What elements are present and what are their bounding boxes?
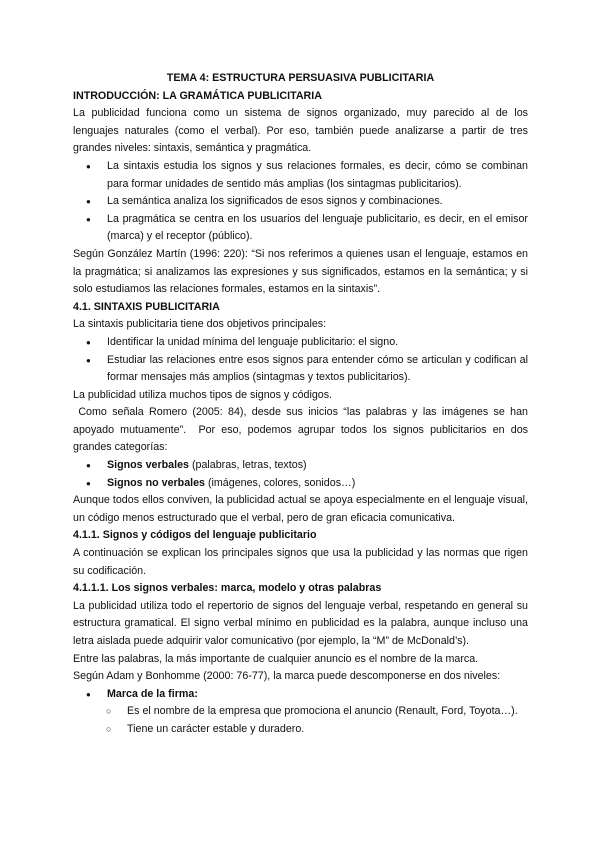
- list-item: ● Estudiar las relaciones entre esos signos para entender cómo se articulan y codifican al formar mensajes más amplios (sintagmas y textos publicitarios).: [73, 352, 528, 387]
- section-4-1-1-heading: 4.1.1. Signos y códigos del lenguaje publicitario: [73, 529, 317, 542]
- category-verbal-label: Signos verbales: [107, 459, 189, 472]
- intro-paragraph: La publicidad funciona como un sistema de signos organizado, muy parecido al de los lenguajes naturales (como el verbal). Por eso, también puede analizarse a partir de tres grandes niveles: sintaxis, semántica y pragmática.: [73, 107, 528, 155]
- category-verbal-detail: (palabras, letras, textos): [188, 459, 307, 472]
- list-item: ○ Tiene un carácter estable y duradero.: [73, 721, 528, 739]
- section-4-1-1-paragraph: A continuación se explican los principales signos que usa la publicidad y las normas que rigen su codificación.: [73, 547, 528, 577]
- quote-paragraph: Según González Martín (1996: 220): “Si nos referimos a quienes usan el lenguaje, estamos en la pragmática; si analizamos las expresiones y sus significados, estamos en la semántica; y si solo estudiamos las relaciones formales, estamos en la sintaxis”.: [73, 247, 528, 296]
- list-item: ● Identificar la unidad mínima del lenguaje publicitario: el signo.: [73, 334, 528, 352]
- adam-bonhomme-paragraph: Según Adam y Bonhomme (2000: 76-77), la marca puede descomponerse en dos niveles:: [73, 670, 501, 683]
- list-item: [73, 475, 528, 493]
- categories-list: [73, 457, 528, 492]
- verbal-signs-paragraph: La publicidad utiliza todo el repertorio de signos del lenguaje verbal, respetando en general su estructura gramatical. El signo verbal mínimo en publicidad es la palabra, aunque incluso una letra aislada puede adquirir valor comunicativo (por ejemplo, la “M” de McDonald’s).: [73, 599, 528, 647]
- objectives-list: [73, 334, 528, 387]
- firma-sub-list: [73, 703, 528, 738]
- list-item: ● La pragmática se centra en los usuarios del lenguaje publicitario, es decir, en el emisor (marca) y el receptor (público).: [73, 211, 528, 246]
- intro-bullet-list: [73, 158, 528, 246]
- section-4-1-1-1-heading: 4.1.1.1. Los signos verbales: marca, modelo y otras palabras: [73, 582, 382, 595]
- category-nonverbal-label: Signos no verbales: [107, 476, 205, 489]
- category-nonverbal-detail: (imágenes, colores, sonidos…): [205, 476, 356, 489]
- list-item: ● La sintaxis estudia los signos y sus relaciones formales, es decir, cómo se combinan para formar unidades de sentido más amplias (los sintagmas publicitarios).: [73, 158, 528, 193]
- list-item: ● La semántica analiza los significados de esos signos y combinaciones.: [73, 193, 528, 211]
- brand-levels-list: [73, 686, 528, 739]
- visual-language-paragraph: Aunque todos ellos conviven, la publicidad actual se apoya especialmente en el lenguaje visual, un código menos estructurado que el verbal, pero de gran eficacia comunicativa.: [73, 494, 528, 524]
- list-item: [73, 457, 528, 475]
- page-title: TEMA 4: ESTRUCTURA PERSUASIVA PUBLICITARIA: [166, 72, 435, 84]
- intro-heading: INTRODUCCIÓN: LA GRAMÁTICA PUBLICITARIA: [73, 89, 322, 102]
- section-4-1-heading: 4.1. SINTAXIS PUBLICITARIA: [73, 300, 220, 313]
- list-item: ○ Es el nombre de la empresa que promociona el anuncio (Renault, Ford, Toyota…).: [73, 703, 528, 721]
- firma-label: Marca de la firma:: [107, 687, 198, 700]
- list-item: [73, 686, 528, 739]
- section-4-1-paragraph: La sintaxis publicitaria tiene dos objetivos principales:: [73, 318, 327, 331]
- brand-name-paragraph: Entre las palabras, la más importante de cualquier anuncio es el nombre de la marca.: [73, 652, 479, 665]
- romero-paragraph: Como señala Romero (2005: 84), desde sus inicios “las palabras y las imágenes se han apoyado mutuamente”. Por eso, podemos agrupar todos los signos publicitarios en dos grandes categorías:: [73, 406, 531, 454]
- signs-paragraph: La publicidad utiliza muchos tipos de signos y códigos.: [73, 388, 333, 401]
